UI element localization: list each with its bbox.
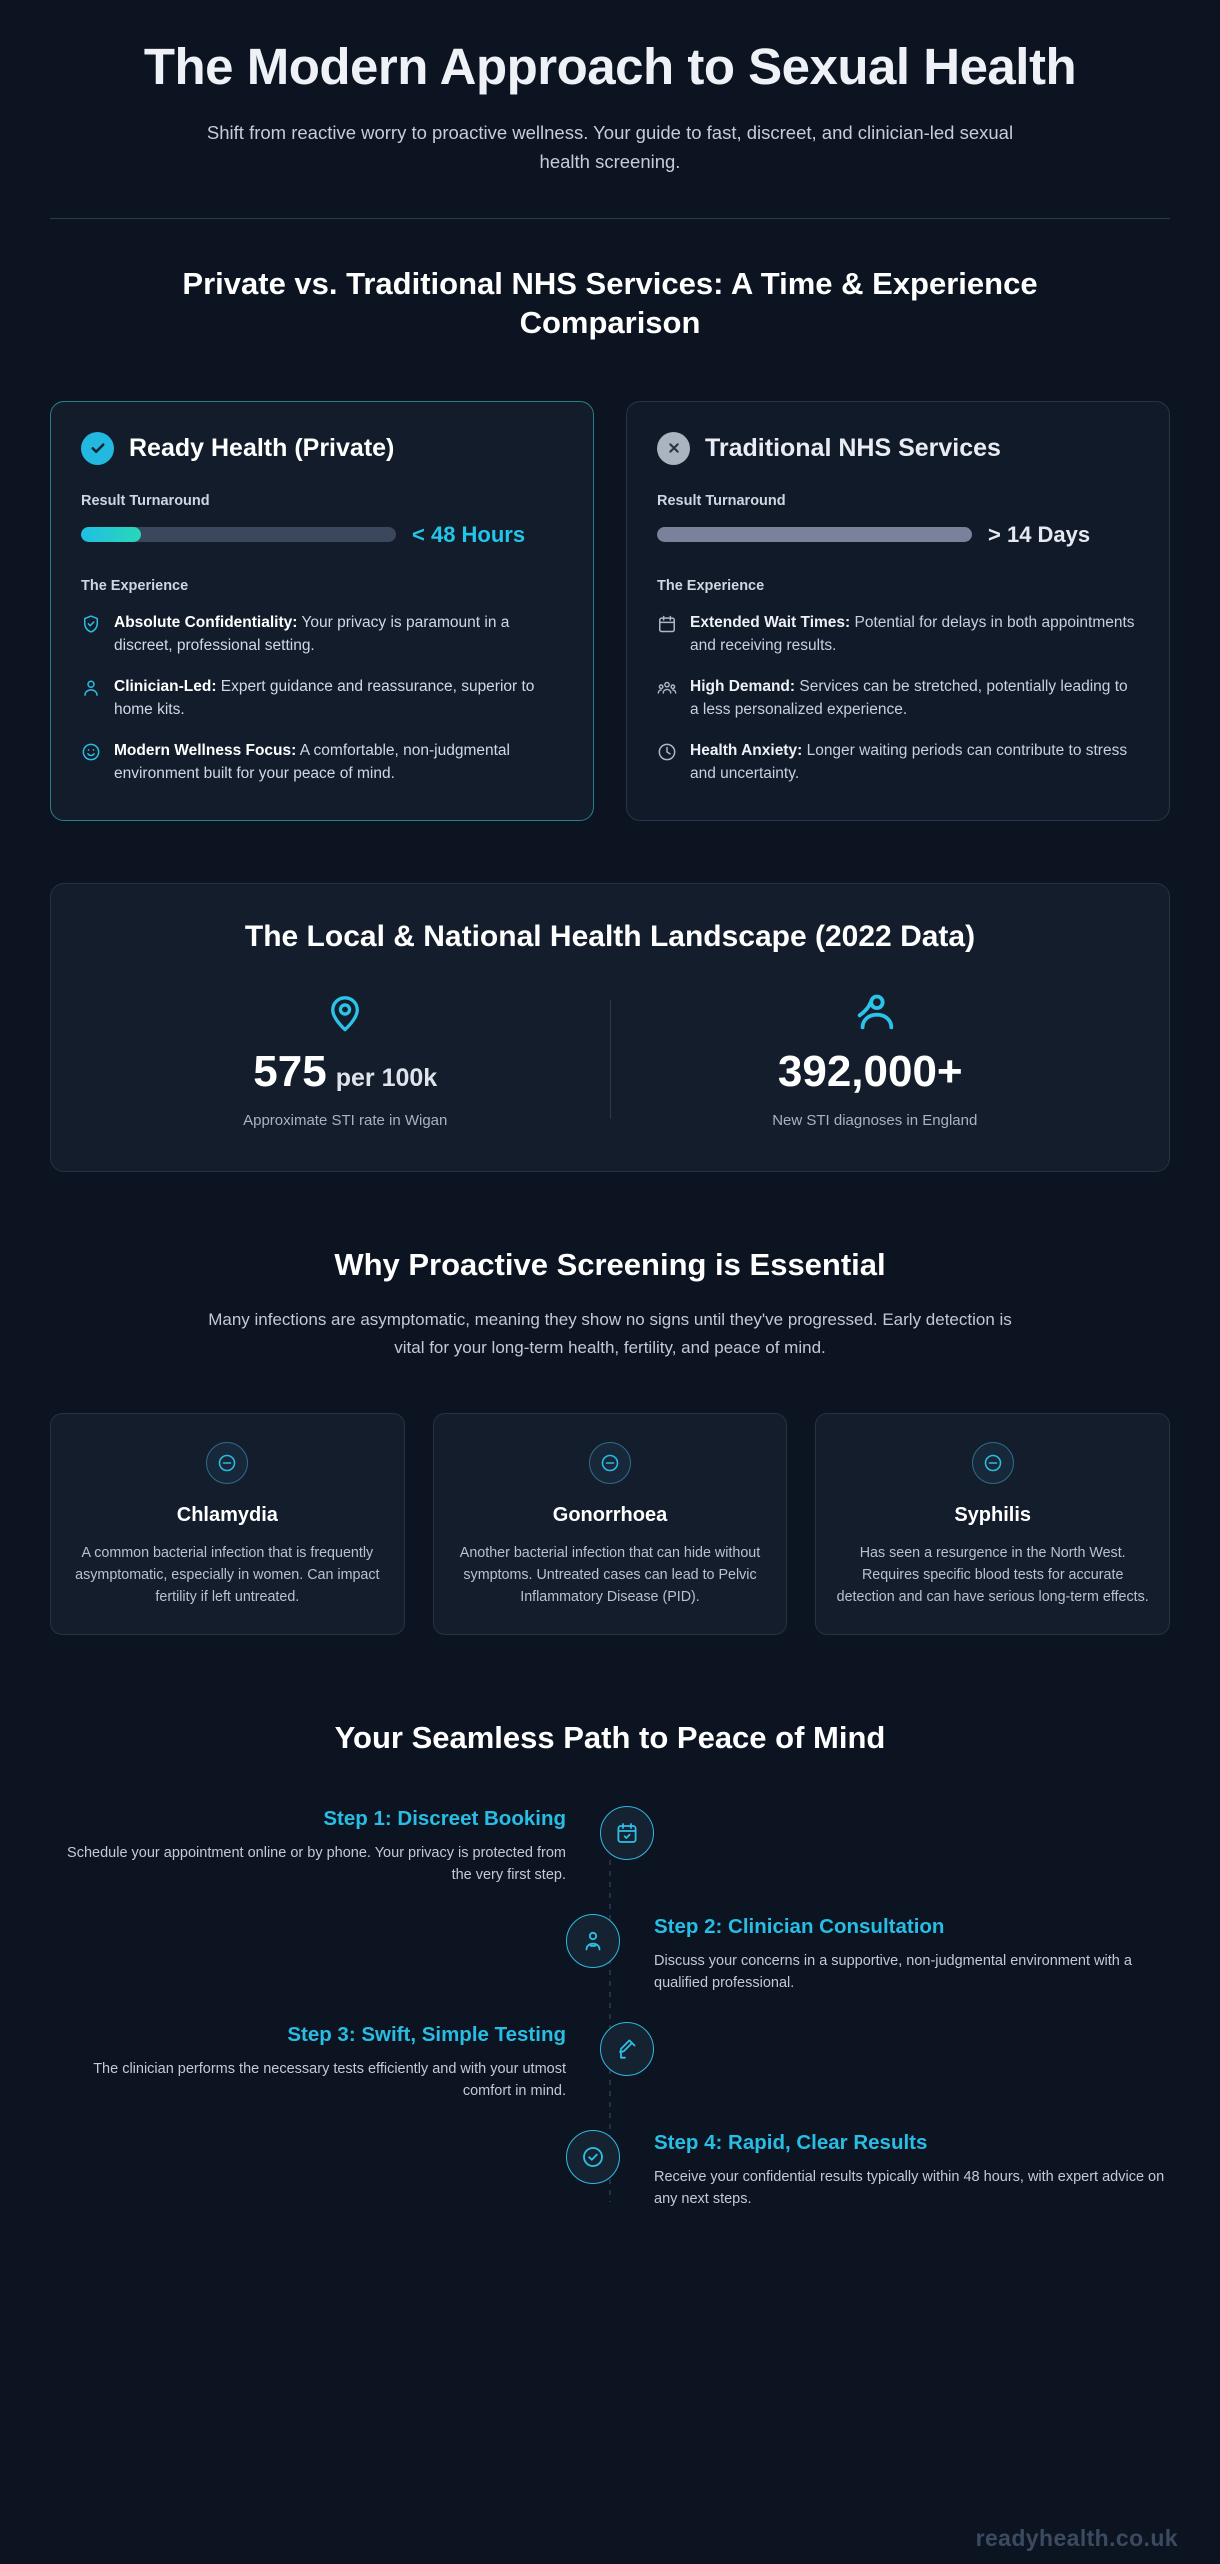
screening-section	[50, 1246, 1170, 1636]
stat-caption: New STI diagnoses in England	[772, 1111, 978, 1129]
list-item-text: Clinician-Led: Expert guidance and reassurance, superior to home kits.	[114, 678, 535, 718]
timeline-step-heading: Step 2: Clinician Consultation	[654, 1915, 945, 1939]
smile-icon	[81, 742, 101, 762]
list-item-text: Extended Wait Times: Potential for delays in both appointments and receiving results.	[690, 613, 1135, 654]
map-pin-icon	[97, 990, 594, 1036]
timeline-step-text: The clinician performs the necessary tests efficiently and with your utmost comfort in mind.	[93, 2060, 566, 2099]
list-item-text: Modern Wellness Focus: A comfortable, non-judgmental environment built for your peace of mind.	[114, 742, 510, 783]
hero-subtitle: Shift from reactive worry to proactive wellness. Your guide to fast, discreet, and clinician-led sexual health screening.	[206, 122, 1014, 172]
disease-name: Syphilis	[954, 1503, 1032, 1526]
timeline-step-content	[620, 1914, 1170, 1994]
nhs-experience-list	[657, 612, 1139, 786]
timeline-step-heading: Step 3: Swift, Simple Testing	[287, 2023, 566, 2047]
nhs-card	[626, 401, 1170, 821]
check-circle-icon	[81, 432, 114, 465]
list-item	[657, 740, 1139, 785]
disease-card	[815, 1413, 1170, 1635]
hero-section	[50, 0, 1170, 219]
private-card-title: Ready Health (Private)	[129, 434, 395, 463]
private-turnaround-row	[81, 522, 563, 548]
clinician-icon	[566, 1914, 620, 1968]
footer-brand: readyhealth.co.uk	[975, 2525, 1178, 2551]
nhs-experience-label: The Experience	[657, 577, 765, 594]
list-item	[657, 612, 1139, 657]
private-card	[50, 401, 594, 821]
stat-value: 575 per 100k	[253, 1046, 438, 1096]
nhs-turnaround-label: Result Turnaround	[657, 492, 786, 509]
comparison-title: Private vs. Traditional NHS Services: A Time & Experience Comparison	[182, 266, 1038, 341]
timeline-step-heading: Step 1: Discreet Booking	[323, 1807, 566, 1831]
stat-caption: Approximate STI rate in Wigan	[243, 1111, 448, 1129]
timeline-step-text: Discuss your concerns in a supportive, non-judgmental environment with a qualified professional.	[654, 1952, 1132, 1991]
disease-text: Another bacterial infection that can hide without symptoms. Untreated cases can lead to Pelvic Inflammatory Disease (PID).	[459, 1544, 761, 1606]
hero-divider	[50, 218, 1170, 219]
stat-wigan	[81, 990, 610, 1129]
x-circle-icon	[657, 432, 690, 465]
landscape-stats-row	[81, 990, 1139, 1129]
list-item-text: Health Anxiety: Longer waiting periods can contribute to stress and uncertainty.	[690, 742, 1128, 783]
calendar-booking-icon	[600, 1806, 654, 1860]
nhs-progress-bar	[657, 527, 972, 542]
timeline-step	[50, 1806, 1170, 1914]
stat-value: 392,000+	[777, 1046, 963, 1096]
private-turnaround-label: Result Turnaround	[81, 492, 210, 509]
timeline-step-text: Schedule your appointment online or by phone. Your privacy is protected from the very first step.	[67, 1844, 566, 1883]
landscape-panel	[50, 883, 1170, 1172]
stat-england	[611, 990, 1140, 1129]
private-experience-list	[81, 612, 563, 786]
disease-name: Chlamydia	[176, 1503, 278, 1526]
comparison-cards	[50, 401, 1170, 821]
timeline-step	[50, 2022, 1170, 2130]
comparison-section	[50, 265, 1170, 820]
timeline-step-text: Receive your confidential results typically within 48 hours, with expert advice on any next steps.	[654, 2168, 1165, 2207]
list-item-text: Absolute Confidentiality: Your privacy is paramount in a discreet, professional setting.	[114, 613, 510, 654]
timeline-step-content	[50, 2022, 600, 2102]
nhs-turnaround-value: > 14 Days	[988, 521, 1091, 547]
timeline-step-heading: Step 4: Rapid, Clear Results	[654, 2131, 928, 2155]
minus-circle-icon	[206, 1442, 248, 1484]
disease-card	[50, 1413, 405, 1635]
check-circle-outline-icon	[566, 2130, 620, 2184]
path-timeline	[50, 1806, 1170, 2238]
calendar-icon	[657, 614, 677, 634]
list-item	[81, 612, 563, 657]
minus-circle-icon	[972, 1442, 1014, 1484]
list-item	[81, 676, 563, 721]
shield-check-icon	[81, 614, 101, 634]
private-experience-label: The Experience	[81, 577, 189, 594]
clock-icon	[657, 742, 677, 762]
disease-text: Has seen a resurgence in the North West. Requires specific blood tests for accurate detection and can have serious long-term effects.	[836, 1544, 1149, 1606]
person-health-icon	[627, 990, 1124, 1036]
nhs-turnaround-row	[657, 522, 1139, 548]
minus-circle-icon	[589, 1442, 631, 1484]
page-title: The Modern Approach to Sexual Health	[143, 38, 1077, 95]
disease-cards	[50, 1413, 1170, 1635]
screening-subtitle: Many infections are asymptomatic, meaning they show no signs until they've progressed. Early detection is vital for your long-term health, fertility, and peace of mind.	[208, 1310, 1012, 1357]
private-progress-bar	[81, 527, 396, 542]
landscape-title: The Local & National Health Landscape (2022 Data)	[244, 919, 976, 953]
timeline-step-content	[50, 1806, 600, 1886]
list-item	[657, 676, 1139, 721]
path-section	[50, 1719, 1170, 2238]
disease-name: Gonorrhoea	[552, 1503, 668, 1526]
timeline-step	[50, 2130, 1170, 2238]
stat-unit: per 100k	[335, 1063, 438, 1092]
timeline-step	[50, 1914, 1170, 2022]
nhs-card-header	[657, 432, 1139, 465]
list-item	[81, 740, 563, 785]
testing-icon	[600, 2022, 654, 2076]
path-title: Your Seamless Path to Peace of Mind	[334, 1720, 886, 1756]
private-card-header	[81, 432, 563, 465]
disease-card	[433, 1413, 788, 1635]
users-group-icon	[657, 678, 677, 698]
timeline-step-content	[620, 2130, 1170, 2210]
screening-title: Why Proactive Screening is Essential	[334, 1246, 886, 1282]
user-icon	[81, 678, 101, 698]
disease-text: A common bacterial infection that is frequently asymptomatic, especially in women. Can impact fertility if left untreated.	[75, 1544, 380, 1606]
private-turnaround-value: < 48 Hours	[412, 521, 526, 547]
list-item-text: High Demand: Services can be stretched, potentially leading to a less personalized experience.	[690, 678, 1128, 718]
nhs-card-title: Traditional NHS Services	[705, 434, 1001, 463]
